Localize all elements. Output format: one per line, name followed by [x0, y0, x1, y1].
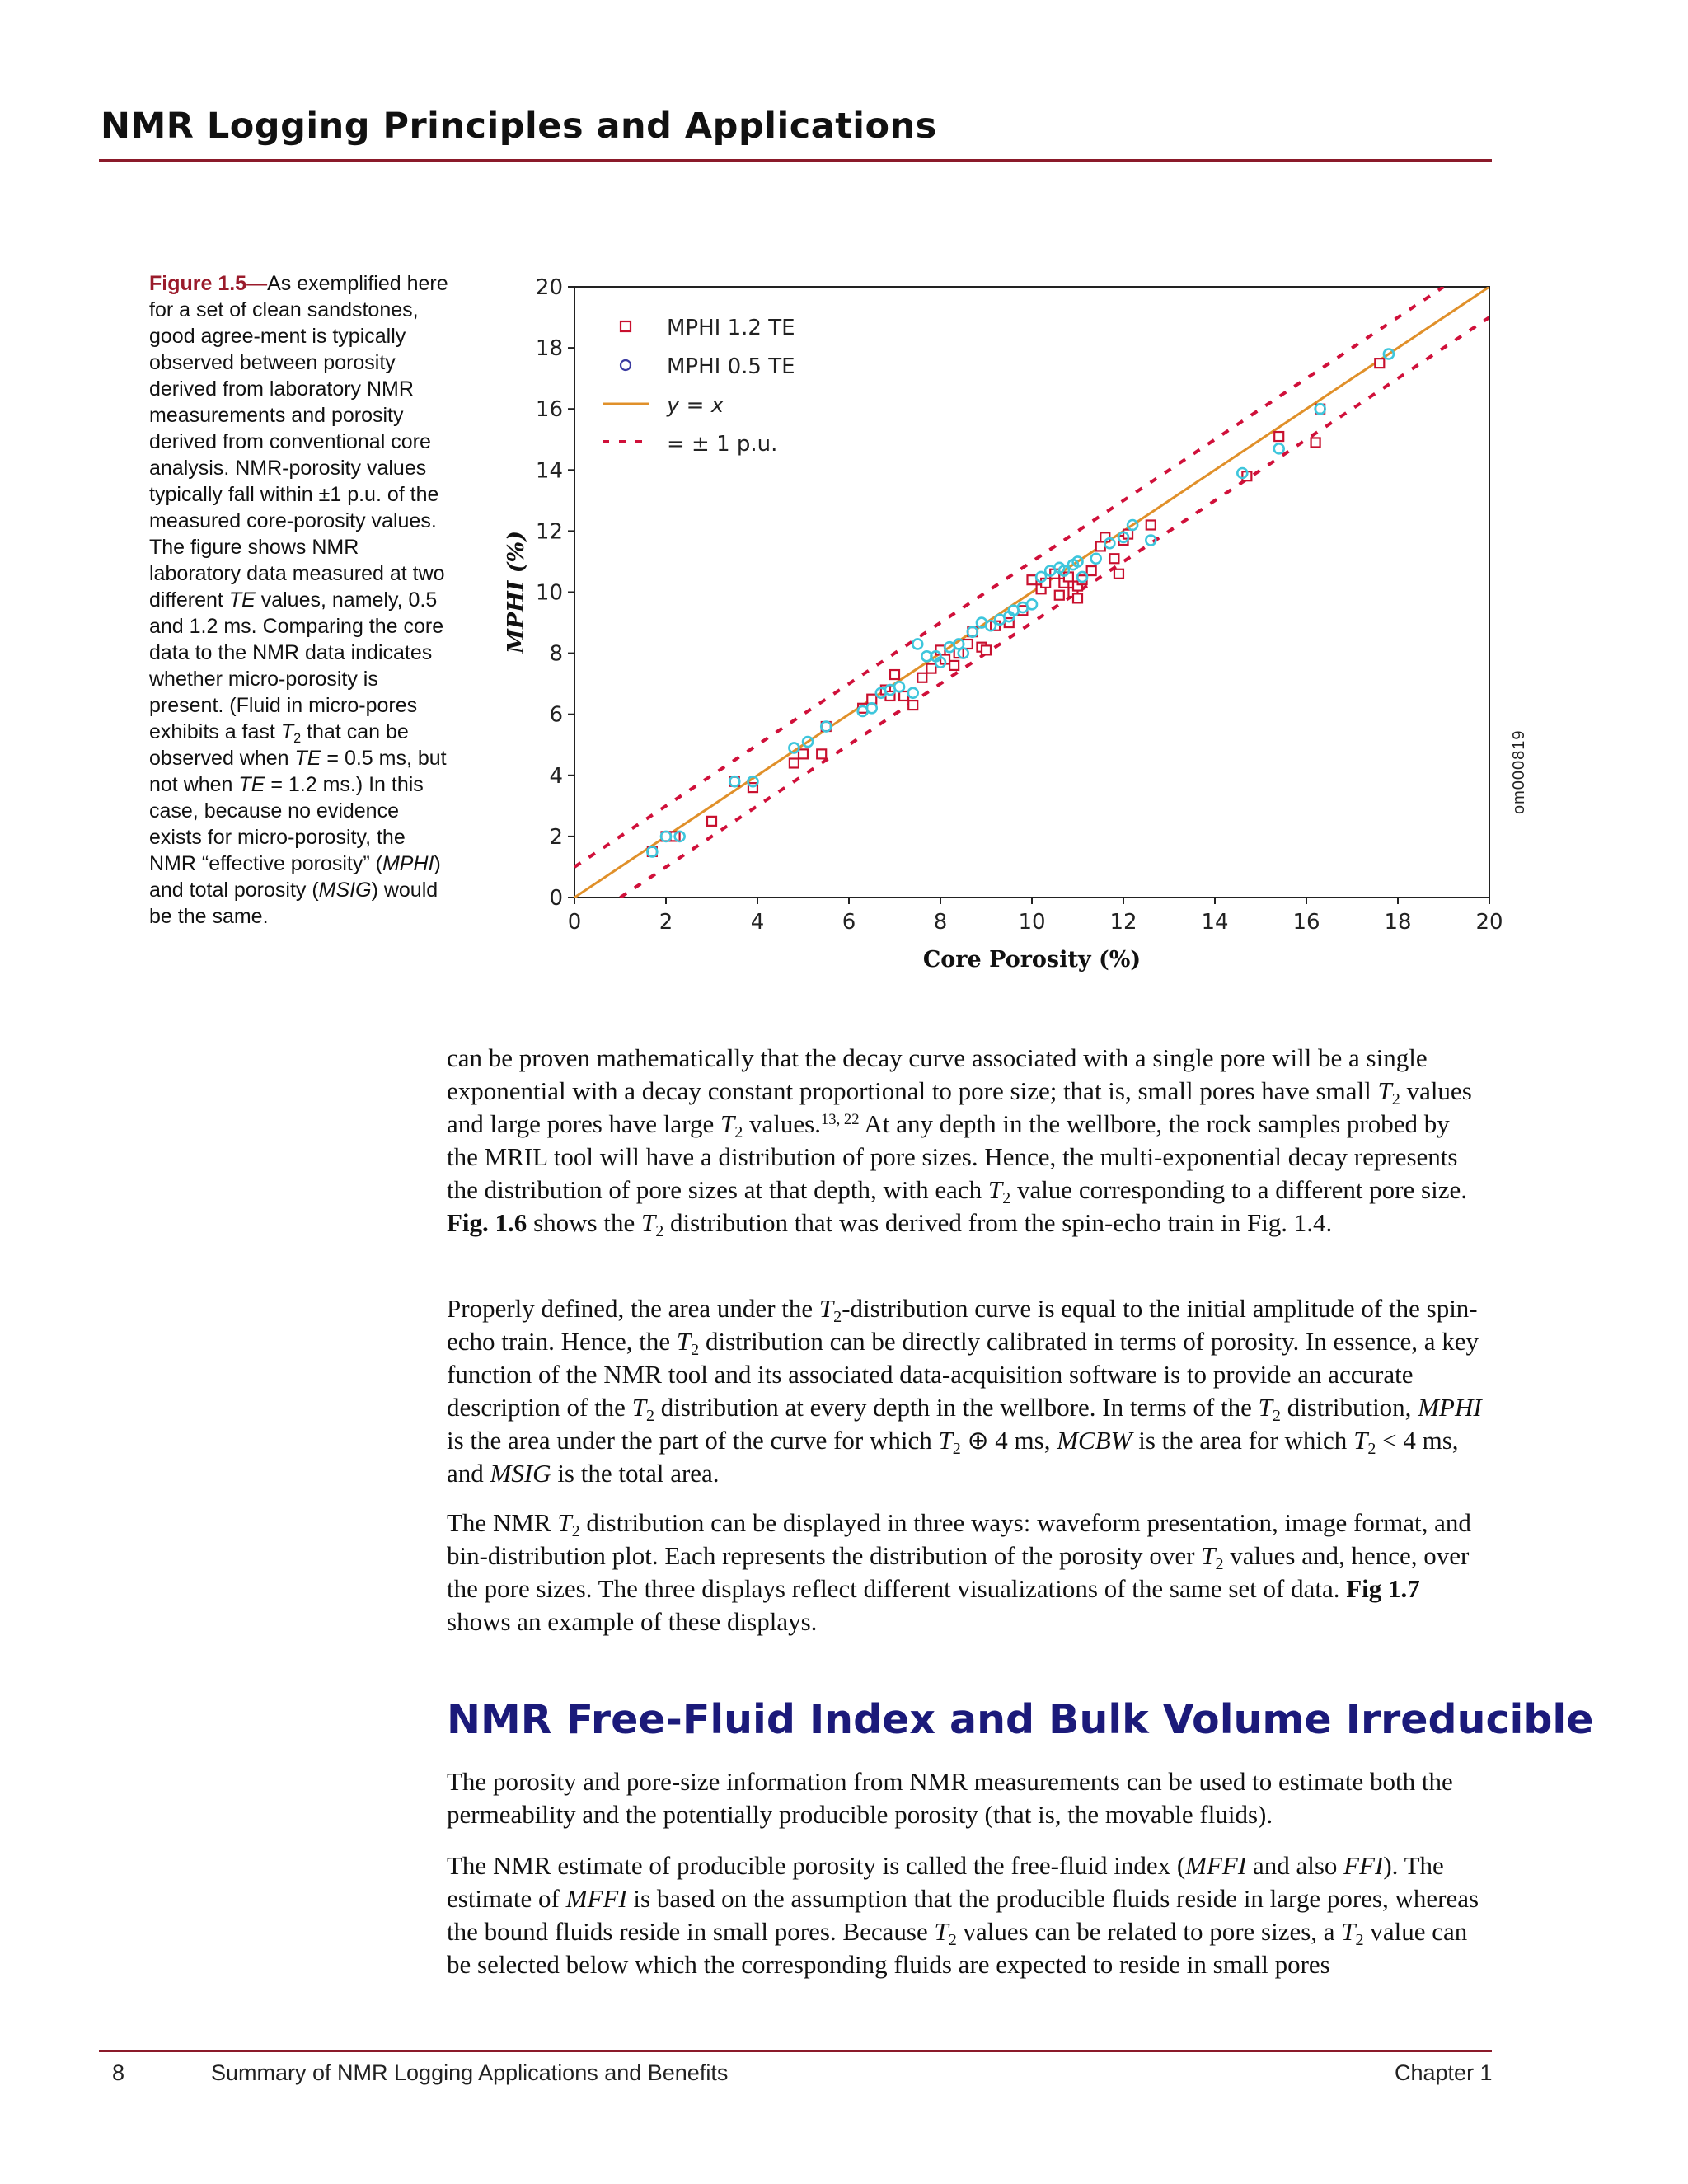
text-run: is the total area.: [551, 1459, 720, 1488]
x-tick-label: 10: [1018, 910, 1046, 935]
text-run: distribution at every depth in the wellbore. In terms of the: [654, 1393, 1259, 1422]
text-run: can be proven mathematically that the decay curve associated with a single pore will be a single exponential with a decay constant proportional to pore size; that is, small pores have small: [447, 1043, 1428, 1105]
text-run: values can be related to pore sizes, a: [956, 1917, 1342, 1946]
x-tick-label: 2: [659, 910, 673, 935]
data-point-te12: [1114, 569, 1123, 579]
data-point-te05: [894, 682, 904, 691]
data-point-te12: [890, 670, 899, 679]
italic-term: MPHI: [1418, 1393, 1482, 1422]
y-tick-label: 8: [549, 641, 563, 667]
text-run: is the area under the part of the curve for which: [447, 1426, 939, 1455]
data-point-te12: [982, 645, 991, 654]
italic-term: MCBW: [1057, 1426, 1132, 1455]
body-paragraph-4: The porosity and pore-size information from NMR measurements can be used to estimate both the permeability and the potentially producible porosity (that is, the movable fluids).: [447, 1767, 1453, 1829]
y-tick-label: 20: [535, 275, 563, 300]
y-tick-label: 14: [535, 458, 563, 484]
italic-term: T: [1377, 1076, 1392, 1105]
data-point-te12: [1311, 438, 1320, 447]
x-tick-label: 12: [1109, 910, 1137, 935]
figure-code: om000819: [1510, 729, 1528, 814]
italic-term: T: [640, 1208, 656, 1237]
x-tick-label: 20: [1475, 910, 1503, 935]
body-paragraph-1: [447, 1042, 1485, 1240]
text-run: The NMR estimate of producible porosity is called the free-fluid index (: [447, 1851, 1186, 1880]
text-run: shows an example of these displays.: [447, 1607, 818, 1636]
footer-chapter: Chapter 1: [1395, 2060, 1493, 2085]
reference-superscript: 13, 22: [821, 1110, 860, 1128]
italic-term: MFFI: [565, 1884, 627, 1913]
x-axis-label: Core Porosity (%): [922, 947, 1142, 972]
data-point-te12: [1109, 554, 1118, 563]
y-tick-label: 2: [549, 824, 563, 850]
subscript: 2: [1391, 1090, 1400, 1109]
italic-term: MFFI: [1185, 1851, 1247, 1880]
data-point-te12: [926, 664, 935, 673]
text-run: distribution can be directly calibrated in terms of porosity. In essence, a key function of the NMR tool and its associated data-acquisition software is to provide an accurate description of the: [447, 1327, 1479, 1422]
subscript: 2: [948, 1931, 957, 1950]
italic-term: T: [934, 1917, 949, 1946]
x-tick-label: 4: [750, 910, 765, 935]
data-point-te12: [908, 701, 917, 710]
text-run: values.: [743, 1109, 821, 1138]
header-rule: [99, 159, 1492, 162]
italic-term: T: [987, 1175, 1003, 1204]
data-point-te12: [707, 817, 716, 826]
figure-caption: [149, 270, 454, 930]
x-tick-label: 16: [1292, 910, 1320, 935]
subscript: 2: [952, 1440, 961, 1459]
data-point-te12: [950, 661, 959, 670]
data-point-te12: [1073, 593, 1082, 602]
figure-reference: Fig 1.7: [1346, 1574, 1420, 1603]
italic-term: T: [1353, 1426, 1368, 1455]
y-tick-label: 0: [549, 886, 563, 911]
legend-label: MPHI 0.5 TE: [667, 354, 795, 379]
text-run: At any depth in the wellbore, the rock samples probed by the MRIL tool will have a distribution of pore sizes. Hence, the multi-exponential decay represents the distribution of pore sizes at that depth, with each: [447, 1109, 1458, 1204]
legend-marker-te05: [621, 360, 631, 370]
italic-term: T: [631, 1393, 646, 1422]
italic-term: T: [1341, 1917, 1356, 1946]
figure-label: Figure 1.5—: [149, 272, 268, 295]
data-point-te12: [1274, 432, 1283, 441]
legend-marker-te12: [621, 321, 631, 331]
text-run: distribution,: [1280, 1393, 1418, 1422]
data-point-te12: [1087, 566, 1096, 575]
data-point-te05: [908, 688, 918, 698]
running-header-title: NMR Logging Principles and Applications: [101, 105, 937, 147]
text-run: shows the: [527, 1208, 641, 1237]
y-tick-label: 16: [535, 397, 563, 423]
text-run: ). The estimate of: [447, 1851, 1444, 1913]
y-tick-label: 4: [549, 763, 563, 789]
y-axis-label: MPHI (%): [504, 531, 529, 654]
legend-label: = ± 1 p.u.: [667, 432, 778, 457]
y-tick-label: 10: [535, 580, 563, 606]
y-tick-label: 18: [535, 336, 563, 362]
body-paragraph-3: [447, 1507, 1485, 1638]
subscript: 2: [833, 1308, 842, 1327]
subscript: 2: [691, 1341, 700, 1360]
data-point-te05: [1027, 599, 1037, 609]
data-point-te05: [912, 639, 922, 649]
text-run: distribution can be displayed in three ways: waveform presentation, image format, and bin-distribution plot. Each represents the distribution of the porosity over: [447, 1508, 1471, 1570]
subscript: 2: [571, 1522, 580, 1541]
text-run: value corresponding to a different pore size.: [1010, 1175, 1467, 1204]
legend-label: MPHI 1.2 TE: [667, 316, 795, 340]
minus-one-pu-line: [621, 317, 1490, 898]
italic-term: T: [1201, 1541, 1216, 1570]
figure-reference: Fig. 1.6: [447, 1208, 528, 1237]
data-point-te12: [917, 673, 926, 682]
italic-term: T: [818, 1294, 834, 1323]
subscript: 2: [734, 1123, 743, 1142]
subscript: 2: [1215, 1555, 1224, 1574]
data-point-te12: [1146, 520, 1156, 529]
legend-label: y = x: [667, 393, 724, 418]
data-point-te12: [817, 749, 826, 758]
x-tick-label: 6: [842, 910, 856, 935]
text-run: values and large pores have large: [447, 1076, 1472, 1138]
y-tick-label: 12: [535, 519, 563, 545]
data-point-te12: [790, 758, 799, 767]
text-run: The NMR: [447, 1508, 558, 1537]
data-point-te05: [1274, 443, 1284, 453]
section-heading: NMR Free-Fluid Index and Bulk Volume Irreducible: [447, 1696, 1594, 1743]
figure-caption-text: As exemplified here for a set of clean sandstones, good agree-ment is typically observed between porosity derived from laboratory NMR measurements and porosity derived from conventional core analysis. NMR-porosity values typically fall within ±1 p.u. of the measured core-porosity values. The figure shows NMR laboratory data measured at two different TE values, namely, 0.5 and 1.2 ms. Comparing the core data to the NMR data indicates whether micro-porosity is present. (Fluid in micro-pores exhibits a fast $T_2$ that can be observed when TE = 0.5 ms, but not when TE = 1.2 ms.) In this case, because no evidence exists for micro-porosity, the NMR “effective porosity” (MPHI) and total porosity (MSIG) would be the same.: [149, 272, 448, 928]
italic-term: T: [720, 1109, 735, 1138]
italic-term: FFI: [1343, 1851, 1384, 1880]
subscript: 2: [1367, 1440, 1376, 1459]
italic-term: T: [557, 1508, 572, 1537]
footer-rule: [99, 2050, 1492, 2052]
text-run: < 4 ms, and: [447, 1426, 1459, 1488]
text-run: is the area for which: [1132, 1426, 1354, 1455]
x-tick-label: 14: [1201, 910, 1229, 935]
body-paragraph-5: [447, 1849, 1485, 1981]
italic-term: T: [1258, 1393, 1273, 1422]
italic-term: MSIG: [490, 1459, 551, 1488]
body-paragraph-2: [447, 1292, 1485, 1490]
text-run: Properly defined, the area under the: [447, 1294, 819, 1323]
subscript: 2: [1002, 1189, 1011, 1208]
text-run: ⊕ 4 ms,: [960, 1426, 1057, 1455]
figure-chart: [478, 272, 1541, 997]
subscript: 2: [1355, 1931, 1364, 1950]
text-run: is based on the assumption that the producible fluids reside in large pores, whereas the bound fluids reside in small pores. Because: [447, 1884, 1479, 1946]
text-run: value can be selected below which the corresponding fluids are expected to reside in small pores: [447, 1917, 1468, 1979]
data-point-te12: [799, 749, 808, 758]
footer-title: Summary of NMR Logging Applications and Benefits: [211, 2060, 729, 2085]
subscript: 2: [655, 1222, 664, 1241]
page-number: 8: [112, 2060, 125, 2085]
y-tick-label: 6: [549, 702, 563, 728]
subscript: 2: [1272, 1407, 1281, 1426]
x-tick-label: 8: [933, 910, 948, 935]
subscript: 2: [645, 1407, 655, 1426]
data-point-te12: [1055, 591, 1064, 600]
text-run: and also: [1246, 1851, 1344, 1880]
x-tick-label: 18: [1384, 910, 1412, 935]
data-point-te05: [867, 703, 877, 713]
data-point-te05: [1091, 554, 1101, 564]
data-point-te12: [1375, 359, 1384, 368]
italic-term: T: [938, 1426, 953, 1455]
italic-term: T: [676, 1327, 692, 1356]
text-run: -distribution curve is equal to the initial amplitude of the spin-echo train. Hence, the: [447, 1294, 1478, 1356]
text-run: distribution that was derived from the spin-echo train in Fig. 1.4.: [663, 1208, 1333, 1237]
text-run: values and, hence, over the pore sizes. The three displays reflect different visualizations of the same set of data.: [447, 1541, 1470, 1603]
x-tick-label: 0: [567, 910, 582, 935]
scatter-chart: [478, 272, 1541, 997]
